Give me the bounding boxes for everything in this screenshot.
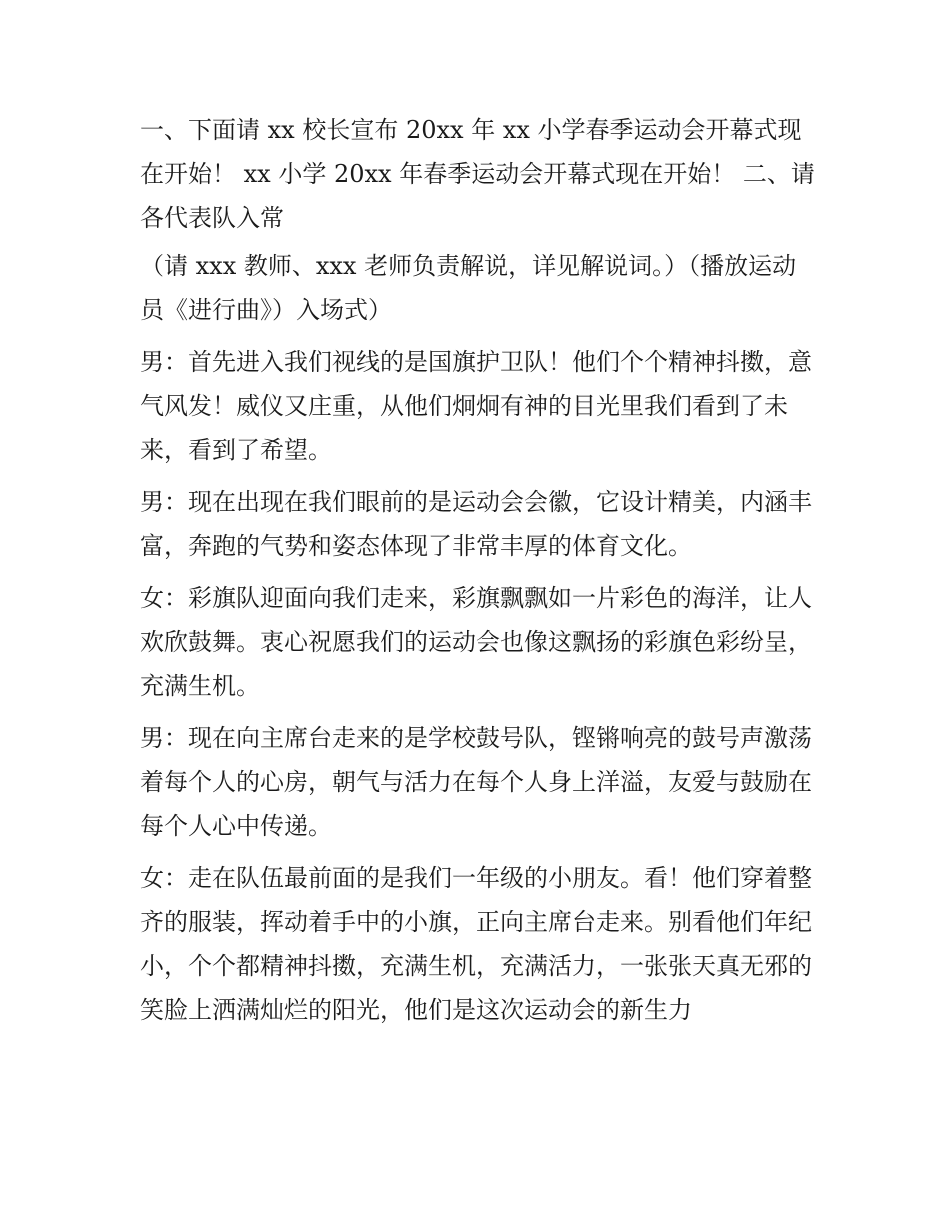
document-body [140, 108, 820, 1032]
paragraph-opening-announcement: 一、下面请 xx 校长宣布 20xx 年 xx 小学春季运动会开幕式现在开始！ xx 小学 20xx 年春季运动会开幕式现在开始！ 二、请各代表队入常 [140, 116, 815, 232]
paragraph-first-graders: 女：走在队伍最前面的是我们一年级的小朋友。看！他们穿着整齐的服装，挥动着手中的小旗，正向主席台走来。别看他们年纪小，个个都精神抖擞，充满生机，充满活力，一张张天真无邪的笑脸上洒满灿烂的阳光，他们是这次运动会的新生力 [140, 864, 812, 1024]
paragraph-emblem: 男：现在出现在我们眼前的是运动会会徽，它设计精美，内涵丰富，奔跑的气势和姿态体现了非常丰厚的体育文化。 [140, 488, 812, 560]
paragraph-drum-band: 男：现在向主席台走来的是学校鼓号队，铿锵响亮的鼓号声激荡着每个人的心房，朝气与活力在每个人身上洋溢，友爱与鼓励在每个人心中传递。 [140, 724, 812, 840]
paragraph-flag-guard: 男：首先进入我们视线的是国旗护卫队！他们个个精神抖擞，意气风发！威仪又庄重，从他们炯炯有神的目光里我们看到了未来，看到了希望。 [140, 348, 812, 464]
paragraph-commentary-note: （请 xxx 教师、xxx 老师负责解说，详见解说词。）（播放运动员《进行曲》）入场式） [140, 252, 797, 324]
paragraph-colored-flags: 女：彩旗队迎面向我们走来，彩旗飘飘如一片彩色的海洋，让人欢欣鼓舞。衷心祝愿我们的运动会也像这飘扬的彩旗色彩纷呈，充满生机。 [140, 584, 812, 700]
